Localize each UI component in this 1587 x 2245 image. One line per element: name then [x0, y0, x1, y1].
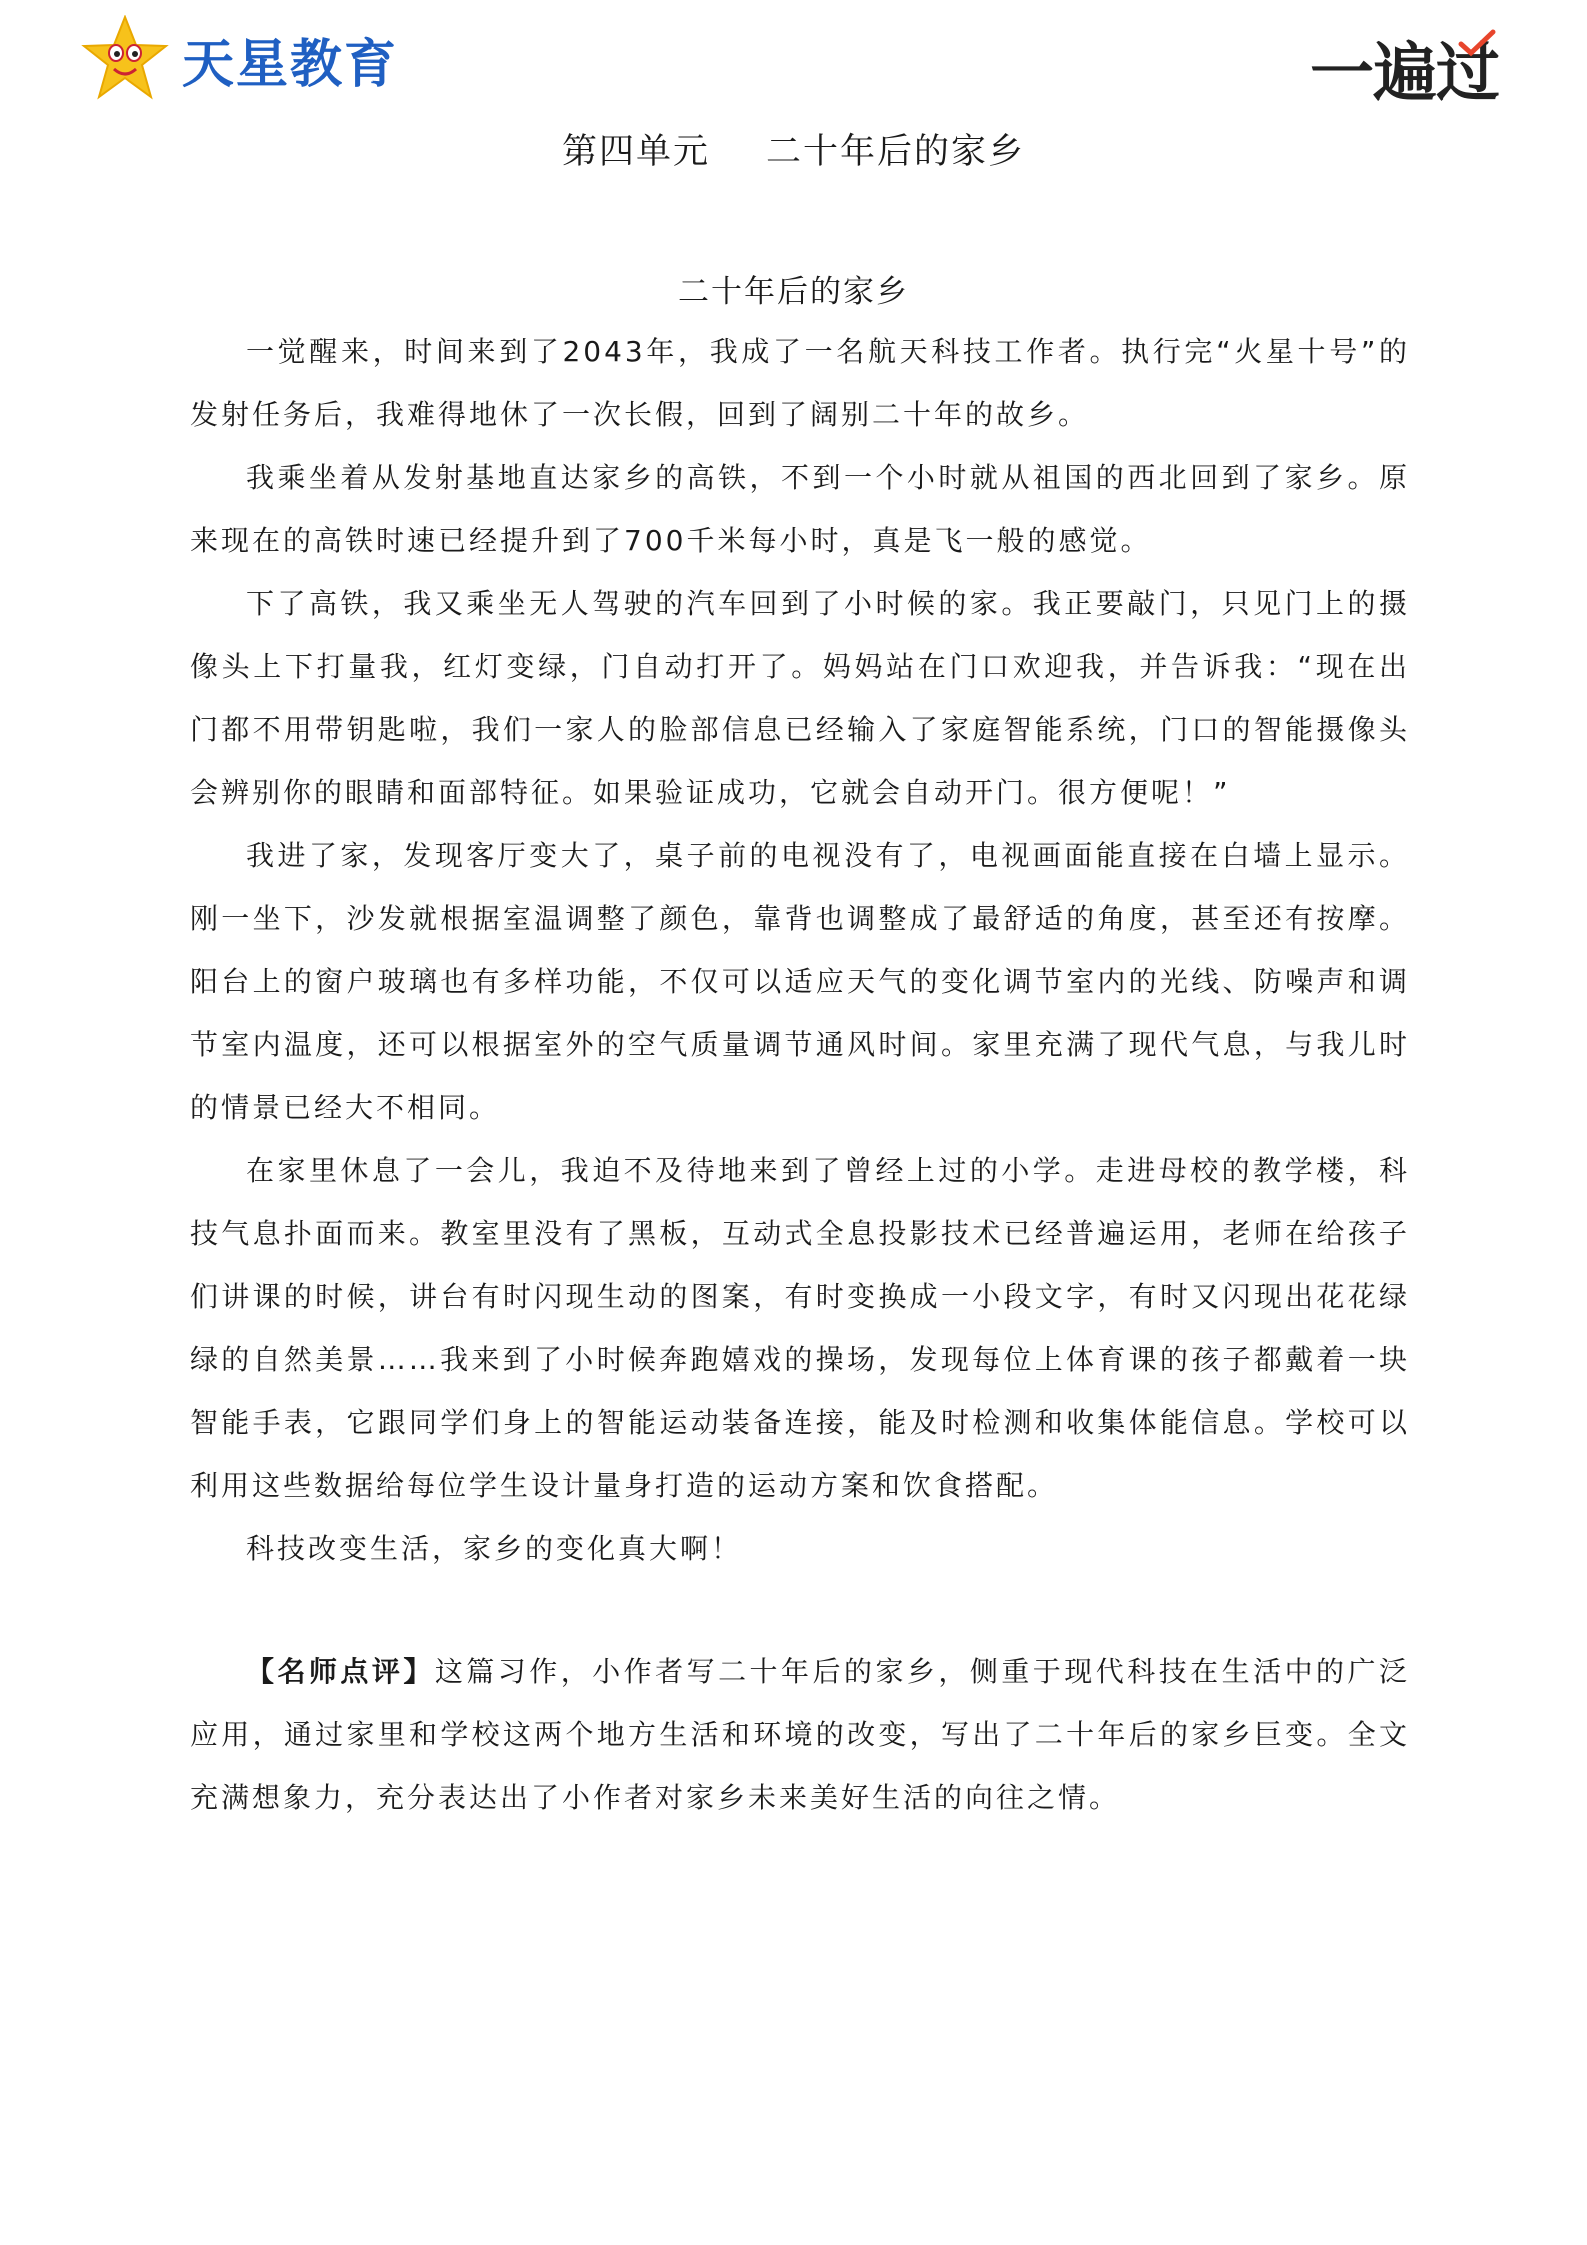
star-mascot-icon — [80, 15, 170, 103]
review-text: 这篇习作，小作者写二十年后的家乡，侧重于现代科技在生活中的广泛应用，通过家里和学校这两个地方生活和环境的改变，写出了二十年后的家乡巨变。全文充满想象力，充分表达出了小作者对家乡未来美好生活的向往之情。 — [190, 1655, 1410, 1814]
essay-paragraph: 科技改变生活，家乡的变化真大啊！ — [246, 1532, 743, 1565]
essay-paragraph: 我乘坐着从发射基地直达家乡的高铁，不到一个小时就从祖国的西北回到了家乡。原来现在的高铁时速已经提升到了700千米每小时，真是飞一般的感觉。 — [190, 461, 1410, 557]
essay-paragraph: 在家里休息了一会儿，我迫不及待地来到了曾经上过的小学。走进母校的教学楼，科技气息扑面而来。教室里没有了黑板，互动式全息投影技术已经普遍运用，老师在给孩子们讲课的时候，讲台有时闪现生动的图案，有时变换成一小段文字，有时又闪现出花花绿绿的自然美景……我来到了小时候奔跑嬉戏的操场，发现每位上体育课的孩子都戴着一块智能手表，它跟同学们身上的智能运动装备连接，能及时检测和收集体能信息。学校可以利用这些数据给每位学生设计量身打造的运动方案和饮食搭配。 — [190, 1154, 1410, 1502]
review-tag: 【名师点评】 — [246, 1655, 435, 1688]
unit-topic: 二十年后的家乡 — [766, 132, 1026, 172]
brand-name: 天星教育 — [182, 34, 399, 95]
teacher-review — [190, 1640, 1410, 1829]
brand-logo — [80, 14, 398, 104]
unit-label: 第四单元 — [561, 132, 710, 172]
essay-paragraph: 一觉醒来，时间来到了2043年，我成了一名航天科技工作者。执行完“火星十号”的发射任务后，我难得地休了一次长假，回到了阔别二十年的故乡。 — [190, 335, 1410, 431]
series-logo-text: 一遍过 — [1310, 37, 1499, 111]
essay-title: 二十年后的家乡 — [678, 274, 909, 310]
checkmark-icon — [1457, 28, 1497, 58]
essay-paragraph: 我进了家，发现客厅变大了，桌子前的电视没有了，电视画面能直接在白墙上显示。刚一坐下，沙发就根据室温调整了颜色，靠背也调整成了最舒适的角度，甚至还有按摩。阳台上的窗户玻璃也有多样功能，不仅可以适应天气的变化调节室内的光线、防噪声和调节室内温度，还可以根据室外的空气质量调节通风时间。家里充满了现代气息，与我儿时的情景已经大不相同。 — [190, 839, 1410, 1124]
essay-paragraph: 下了高铁，我又乘坐无人驾驶的汽车回到了小时候的家。我正要敲门，只见门上的摄像头上下打量我，红灯变绿，门自动打开了。妈妈站在门口欢迎我，并告诉我：“现在出门都不用带钥匙啦，我们一家人的脸部信息已经输入了家庭智能系统，门口的智能摄像头会辨别你的眼睛和面部特征。如果验证成功，它就会自动开门。很方便呢！” — [190, 587, 1410, 809]
unit-title — [0, 124, 1587, 174]
essay-body — [190, 320, 1410, 1580]
series-logo — [1310, 22, 1499, 114]
